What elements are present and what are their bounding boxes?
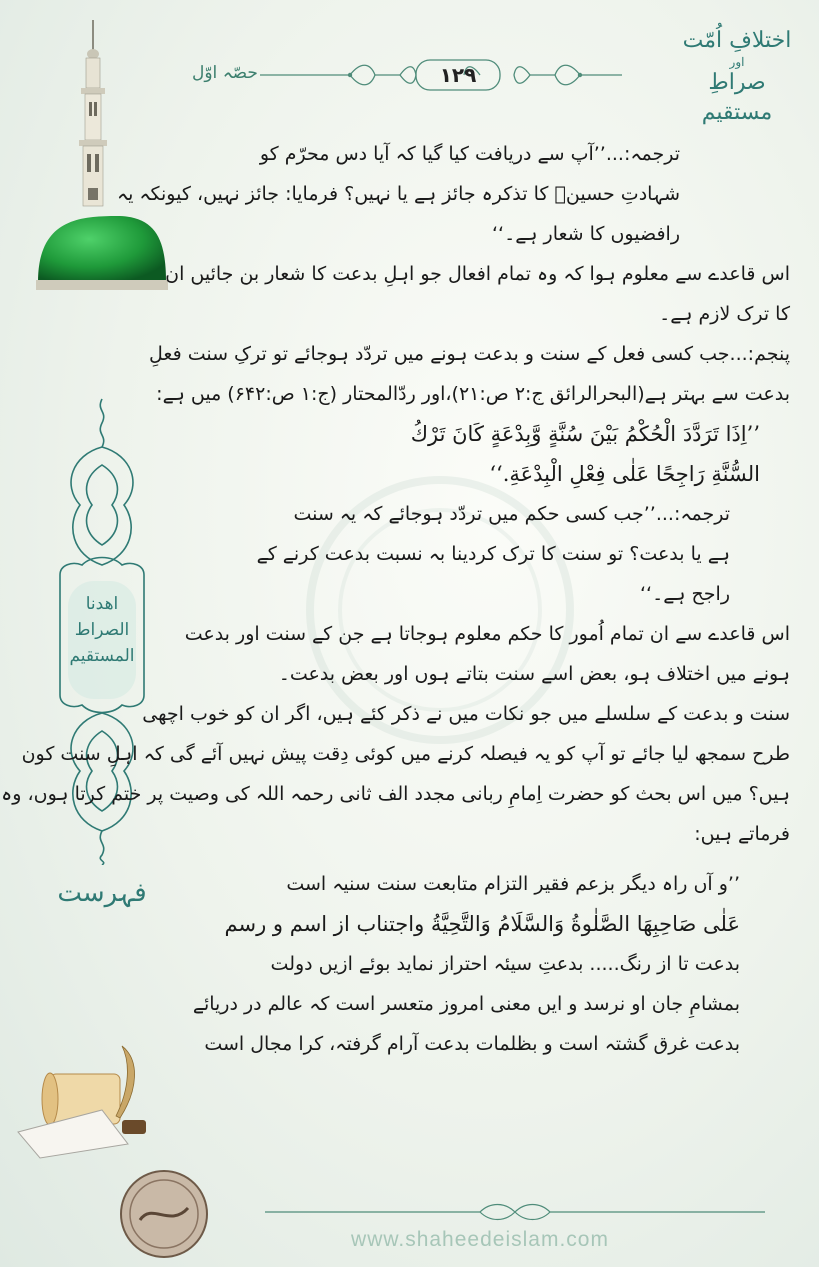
table-of-contents-link[interactable]: فہرست xyxy=(57,878,147,908)
persian-quote-line: عَلٰى صَاحِبِهَا الصَّلٰوةُ وَالسَّلَامُ وَالتَّحِيَّةُ واجتناب از اسم و رسم xyxy=(224,912,740,936)
text-line: ترجمہ:...’’آپ سے دریافت کیا گیا کہ آیا دس محرّم کو xyxy=(259,143,680,165)
text-line: پنجم:...جب کسی فعل کے سنت و بدعت ہونے میں تردّد ہوجائے تو ترکِ سنت فعلِ xyxy=(149,343,790,365)
persian-quote-line: بدعت غرق گشتہ است و بظلمات بدعت آرام گرفتہ، کرا مجال است xyxy=(204,1033,740,1055)
text-line: ہے یا بدعت؟ تو سنت کا ترک کردینا بہ نسبت بدعت کرنے کے xyxy=(256,543,730,565)
book-title-line2: اور xyxy=(729,55,745,69)
text-line: رافضیوں کا شعار ہے۔‘‘ xyxy=(492,223,680,245)
text-line: فرماتے ہیں: xyxy=(694,823,790,845)
text-line: طرح سمجھ لیا جائے تو آپ کو یہ فیصلہ کرنے میں کوئی دِقت پیش نہیں آئے گی کہ اہلِ سنت کون xyxy=(21,743,790,765)
text-line: ترجمہ:...’’جب کسی حکم میں تردّد ہوجائے کہ یہ سنت xyxy=(293,503,730,525)
footer-ornament xyxy=(265,1200,765,1224)
persian-quote-line: ’’و آں راہ دیگر بزعم فقیر التزام متابعت سنت سنیہ است xyxy=(286,873,740,895)
text-line: راجح ہے۔‘‘ xyxy=(640,583,730,605)
panel-text-line2: الصراط المستقیم xyxy=(69,620,135,666)
persian-quote-line: بمشامِ جان او نرسد و ایں معنی امروز متعسر است کہ عالم در دریائے xyxy=(192,993,740,1015)
page-number: ۱۲۹ xyxy=(439,63,477,87)
text-line: اس قاعدے سے ان تمام اُمور کا حکم معلوم ہوجاتا ہے جن کے سنت اور بدعت xyxy=(184,623,790,645)
text-line: ہونے میں اختلاف ہو، بعض اسے سنت بتاتے ہوں اور بعض بدعت۔ xyxy=(278,663,790,685)
text-line: کا ترک لازم ہے۔ xyxy=(659,303,790,325)
text-line: بدعت سے بہتر ہے(البحرالرائق ج:۲ ص:۲۱)،اور ردّالمحتار (ج:۱ ص:۶۴۲) میں ہے: xyxy=(156,383,790,405)
book-title xyxy=(677,26,797,128)
text-line: شہادتِ حسینؓ کا تذکرہ جائز ہے یا نہیں؟ فرمایا: جائز نہیں، کیونکہ یہ xyxy=(116,183,680,205)
book-title-line1: اختلافِ اُمّت xyxy=(682,28,792,53)
panel-calligraphy xyxy=(52,575,152,685)
arabic-quote-line: ’’اِذَا تَرَدَّدَ الْحُكْمُ بَيْنَ سُنَّةٍ وَّبِدْعَةٍ كَانَ تَرْكُ xyxy=(410,422,760,446)
text-line: اس قاعدے سے معلوم ہوا کہ وہ تمام افعال جو اہلِ بدعت کا شعار بن جائیں ان xyxy=(165,263,790,285)
panel-text-line1: اھدنا xyxy=(85,594,119,614)
quill-scroll-illustration xyxy=(10,1040,160,1160)
text-line: سنت و بدعت کے سلسلے میں جو نکات میں نے ذکر کئے ہیں، اگر ان کو خوب اچھی xyxy=(142,703,790,725)
arabic-quote-line: السُّنَّةِ رَاجِحًا عَلٰى فِعْلِ الْبِدْعَةِ.‘‘ xyxy=(489,462,760,486)
website-url[interactable]: www.shaheedeislam.com xyxy=(351,1228,609,1251)
book-title-line3: صراطِ مستقیم xyxy=(701,70,773,125)
section-label: حصّہ اوّل xyxy=(192,63,258,83)
text-line: ہیں؟ میں اس بحث کو حضرت اِمامِ ربانی مجدد الف ثانی رحمہ اللہ کی وصیت پر ختم کرتا ہوں، وہ xyxy=(1,783,790,805)
persian-quote-line: بدعت تا از رنگ..... بدعتِ سیئہ احتراز نماید بوئے ازیں دولت xyxy=(270,953,740,975)
calligraphy-seal xyxy=(118,1168,210,1260)
mosque-dome-illustration xyxy=(28,20,168,290)
